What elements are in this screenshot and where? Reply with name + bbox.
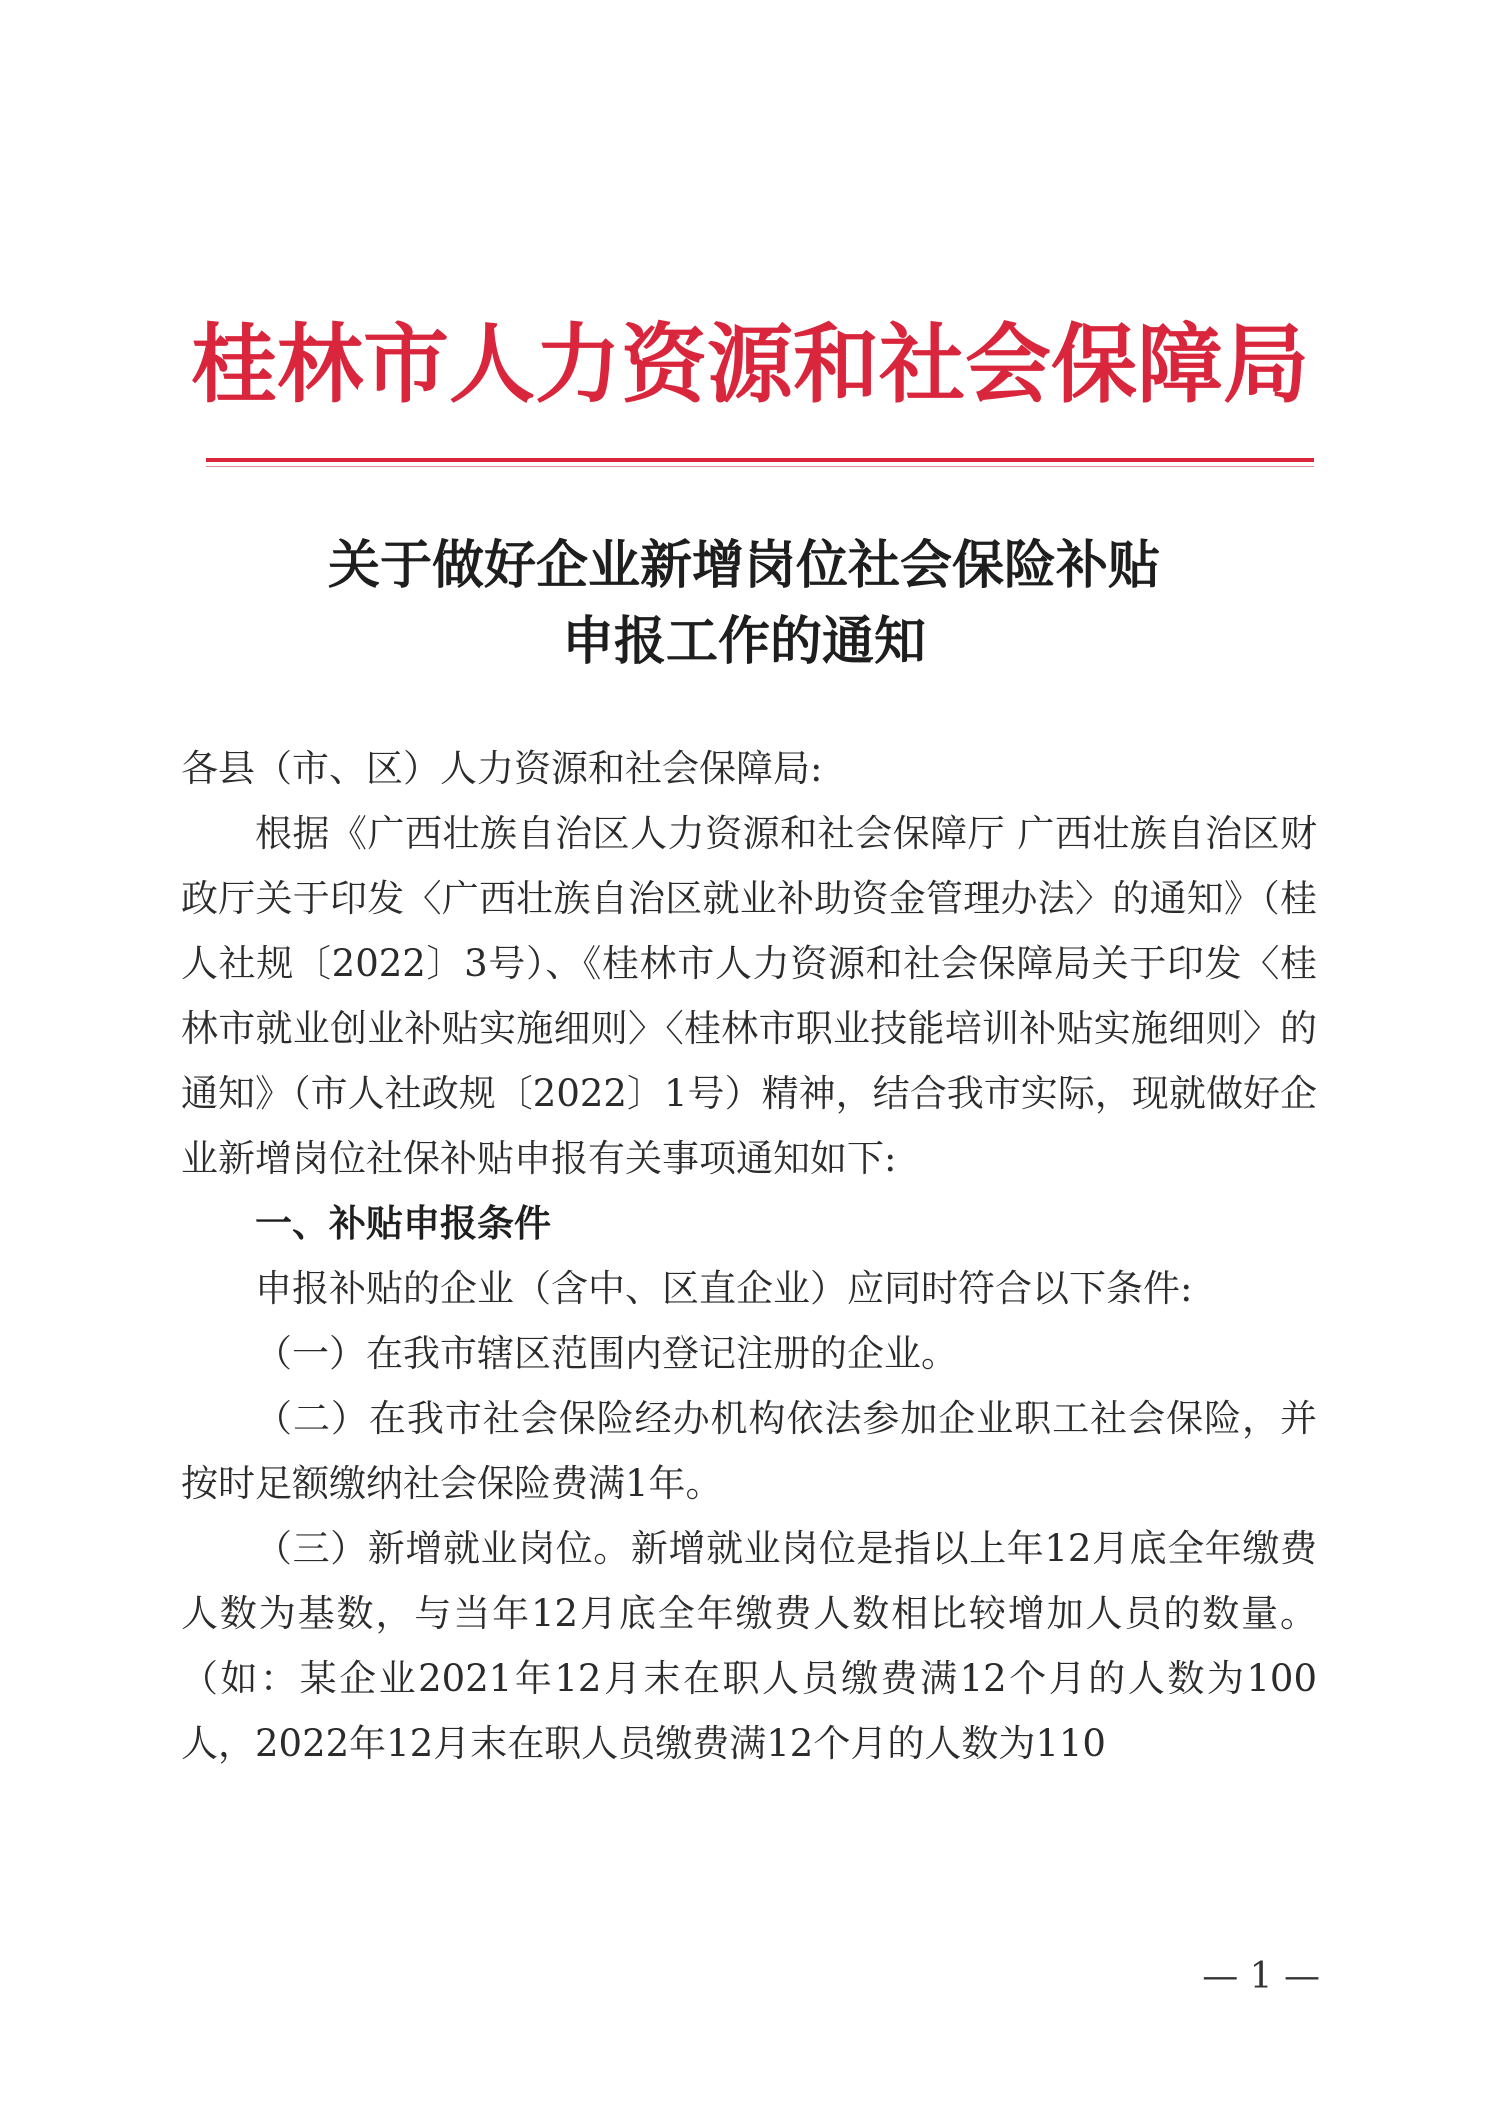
masthead-red-rule xyxy=(206,458,1314,462)
condition-3: （三）新增就业岗位。新增就业岗位是指以上年12月底全年缴费人数为基数，与当年12月底全年缴费人数相比较增加人员的数量。（如：某企业2021年12月末在职人员缴费满12个月的人数为100人，2022年12月末在职人员缴费满12个月的人数为110 xyxy=(181,1527,1317,1765)
document-title-line-1: 关于做好企业新增岗位社会保险补贴 xyxy=(327,535,1160,596)
masthead-red-rule-thin xyxy=(206,466,1314,467)
agency-masthead: 桂林市人力资源和社会保障局 xyxy=(191,314,1309,415)
document-title-line-2: 申报工作的通知 xyxy=(561,611,926,672)
page-number: — 1 — xyxy=(1202,1956,1320,1997)
salutation: 各县（市、区）人力资源和社会保障局: xyxy=(181,747,823,790)
section-1-intro: 申报补贴的企业（含中、区直企业）应同时符合以下条件: xyxy=(255,1267,1193,1310)
condition-2: （二）在我市社会保险经办机构依法参加企业职工社会保险，并按时足额缴纳社会保险费满1年。 xyxy=(181,1397,1317,1505)
paragraph-1: 根据《广西壮族自治区人力资源和社会保障厅 广西壮族自治区财政厅关于印发〈广西壮族自治区就业补助资金管理办法〉的通知》（桂人社规〔2022〕3号）、《桂林市人力资源和社会保障局关于印发〈桂林市就业创业补贴实施细则〉〈桂林市职业技能培训补贴实施细则〉的通知》（市人社政规〔2022〕1号）精神，结合我市实际，现就做好企业新增岗位社保补贴申报有关事项通知如下: xyxy=(181,812,1317,1180)
document-body xyxy=(181,736,1317,1776)
section-1-heading: 一、补贴申报条件 xyxy=(255,1201,551,1245)
condition-1: （一）在我市辖区范围内登记注册的企业。 xyxy=(255,1332,958,1375)
document-title xyxy=(180,528,1308,680)
